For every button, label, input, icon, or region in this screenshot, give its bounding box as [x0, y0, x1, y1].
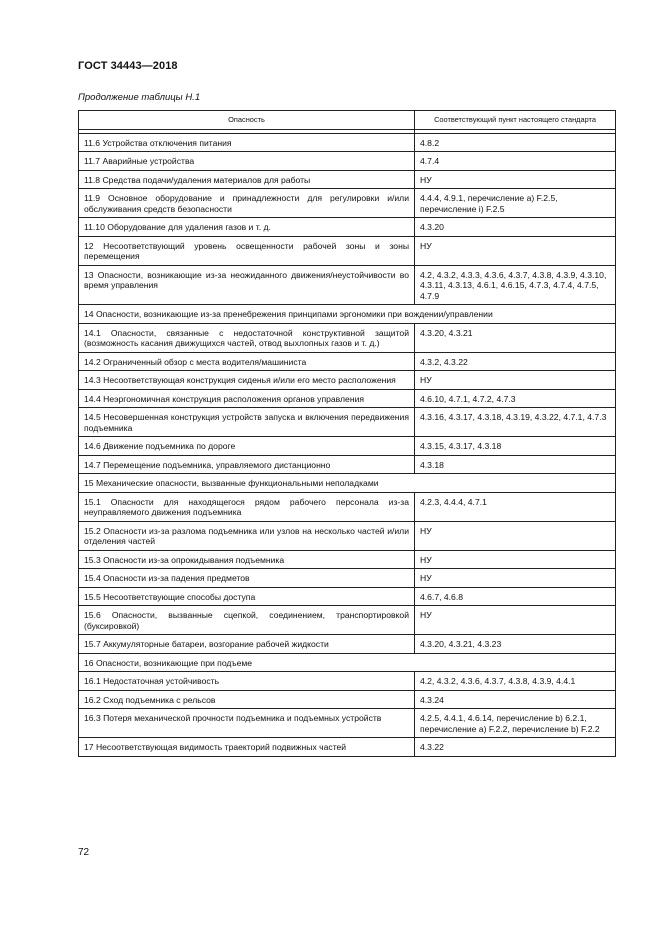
clause-cell: НУ — [415, 550, 616, 569]
clause-cell: НУ — [415, 170, 616, 189]
clause-cell: 4.3.20, 4.3.21, 4.3.23 — [415, 635, 616, 654]
hazard-cell: 14.2 Ограниченный обзор с места водителя/машиниста — [79, 352, 415, 371]
clause-cell: НУ — [415, 606, 616, 635]
clause-cell: НУ — [415, 569, 616, 588]
table-section-row — [79, 305, 616, 324]
clause-cell: 4.3.20, 4.3.21 — [415, 323, 616, 352]
table-row — [79, 709, 616, 738]
clause-cell: 4.2, 4.3.2, 4.3.3, 4.3.6, 4.3.7, 4.3.8, 4.3.9, 4.3.10, 4.3.11, 4.3.13, 4.6.1, 4.6.15, 4.7.3, 4.7.4, 4.7.5, 4.7.9 — [415, 265, 616, 305]
table-row — [79, 265, 616, 305]
clause-cell: 4.7.4 — [415, 152, 616, 171]
hazard-cell: 14.3 Несоответствующая конструкция сиденья и/или его место расположения — [79, 371, 415, 390]
hazard-cell: 13 Опасности, возникающие из-за неожиданного движения/неустойчивости во время управления — [79, 265, 415, 305]
clause-cell: 4.3.18 — [415, 455, 616, 474]
table-row — [79, 521, 616, 550]
hazard-cell: 17 Несоответствующая видимость траекторий подвижных частей — [79, 738, 415, 757]
table-body — [79, 129, 616, 756]
hazard-cell: 15.3 Опасности из-за опрокидывания подъемника — [79, 550, 415, 569]
clause-cell: 4.6.10, 4.7.1, 4.7.2, 4.7.3 — [415, 389, 616, 408]
hazard-cell: 14.6 Движение подъемника по дороге — [79, 437, 415, 456]
table-row — [79, 389, 616, 408]
clause-cell: 4.2, 4.3.2, 4.3.6, 4.3.7, 4.3.8, 4.3.9, 4.4.1 — [415, 672, 616, 691]
hazard-cell: 16.2 Сход подъемника с рельсов — [79, 690, 415, 709]
table-row — [79, 672, 616, 691]
table-row — [79, 738, 616, 757]
document-title: ГОСТ 34443—2018 — [78, 60, 178, 72]
table-row — [79, 133, 616, 152]
clause-cell: 4.8.2 — [415, 133, 616, 152]
hazard-cell: 11.6 Устройства отключения питания — [79, 133, 415, 152]
table-row — [79, 455, 616, 474]
section-heading-cell: 14 Опасности, возникающие из-за пренебрежения принципами эргономики при вождении/управлении — [79, 305, 616, 324]
clause-cell: 4.4.4, 4.9.1, перечисление а) F.2.5, перечисление i) F.2.5 — [415, 189, 616, 218]
hazard-cell: 11.8 Средства подачи/удаления материалов для работы — [79, 170, 415, 189]
hazard-cell: 15.5 Несоответствующие способы доступа — [79, 587, 415, 606]
hazard-cell: 14.4 Неэргономичная конструкция расположения органов управления — [79, 389, 415, 408]
section-heading-cell: 15 Механические опасности, вызванные функциональными неполадками — [79, 474, 616, 493]
clause-cell: 4.2.3, 4.4.4, 4.7.1 — [415, 492, 616, 521]
hazard-cell: 14.1 Опасности, связанные с недостаточной конструктивной защитой (возможность касания движущихся частей, отвод выхлопных газов и т. д.) — [79, 323, 415, 352]
section-heading-cell: 16 Опасности, возникающие при подъеме — [79, 653, 616, 672]
clause-cell: НУ — [415, 371, 616, 390]
hazard-cell: 11.7 Аварийные устройства — [79, 152, 415, 171]
hazard-cell: 15.1 Опасности для находящегося рядом рабочего персонала из-за неуправляемого движения подъемника — [79, 492, 415, 521]
clause-cell: 4.3.2, 4.3.22 — [415, 352, 616, 371]
hazard-cell: 15.7 Аккумуляторные батареи, возгорание рабочей жидкости — [79, 635, 415, 654]
table-row — [79, 550, 616, 569]
clause-cell: 4.2.5, 4.4.1, 4.6.14, перечисление b) 6.2.1, перечисление а) F.2.2, перечисление b) F.2.2 — [415, 709, 616, 738]
table-row — [79, 189, 616, 218]
table-row — [79, 170, 616, 189]
clause-cell: 4.3.16, 4.3.17, 4.3.18, 4.3.19, 4.3.22, 4.7.1, 4.7.3 — [415, 408, 616, 437]
hazard-cell: 15.4 Опасности из-за падения предметов — [79, 569, 415, 588]
table-row — [79, 492, 616, 521]
table-row — [79, 236, 616, 265]
hazard-cell: 15.2 Опасности из-за разлома подъемника или узлов на несколько частей и/или отделения частей — [79, 521, 415, 550]
table-row — [79, 152, 616, 171]
table-row — [79, 635, 616, 654]
hazard-cell: 11.9 Основное оборудование и принадлежности для регулировки и/или обслуживания средств безопасности — [79, 189, 415, 218]
hazard-table — [78, 110, 616, 757]
table-row — [79, 569, 616, 588]
hazard-cell: 16.1 Недостаточная устойчивость — [79, 672, 415, 691]
hazard-cell: 12 Несоответствующий уровень освещенности рабочей зоны и зоны перемещения — [79, 236, 415, 265]
hazard-cell: 14.5 Несовершенная конструкция устройств запуска и включения передвижения подъемника — [79, 408, 415, 437]
table-row — [79, 606, 616, 635]
clause-cell: 4.3.15, 4.3.17, 4.3.18 — [415, 437, 616, 456]
clause-cell: НУ — [415, 236, 616, 265]
table-row — [79, 323, 616, 352]
table-section-row — [79, 474, 616, 493]
table-row — [79, 371, 616, 390]
table-row — [79, 352, 616, 371]
clause-cell: 4.3.22 — [415, 738, 616, 757]
table-row — [79, 437, 616, 456]
page-number: 72 — [78, 847, 90, 858]
column-header-hazard: Опасность — [79, 111, 415, 130]
hazard-cell: 11.10 Оборудование для удаления газов и т. д. — [79, 218, 415, 237]
table-header-row — [79, 111, 616, 130]
column-header-clause: Соответствующий пункт настоящего стандарта — [415, 111, 616, 130]
table-row — [79, 690, 616, 709]
table-section-row — [79, 653, 616, 672]
table-row — [79, 408, 616, 437]
clause-cell: 4.3.24 — [415, 690, 616, 709]
hazard-cell: 14.7 Перемещение подъемника, управляемого дистанционно — [79, 455, 415, 474]
hazard-cell: 15.6 Опасности, вызванные сцепкой, соединением, транспортировкой (буксировкой) — [79, 606, 415, 635]
clause-cell: 4.6.7, 4.6.8 — [415, 587, 616, 606]
hazard-cell: 16.3 Потеря механической прочности подъемника и подъемных устройств — [79, 709, 415, 738]
table-row — [79, 587, 616, 606]
clause-cell: НУ — [415, 521, 616, 550]
table-row — [79, 218, 616, 237]
table-continuation-caption: Продолжение таблицы Н.1 — [78, 92, 201, 103]
clause-cell: 4.3.20 — [415, 218, 616, 237]
